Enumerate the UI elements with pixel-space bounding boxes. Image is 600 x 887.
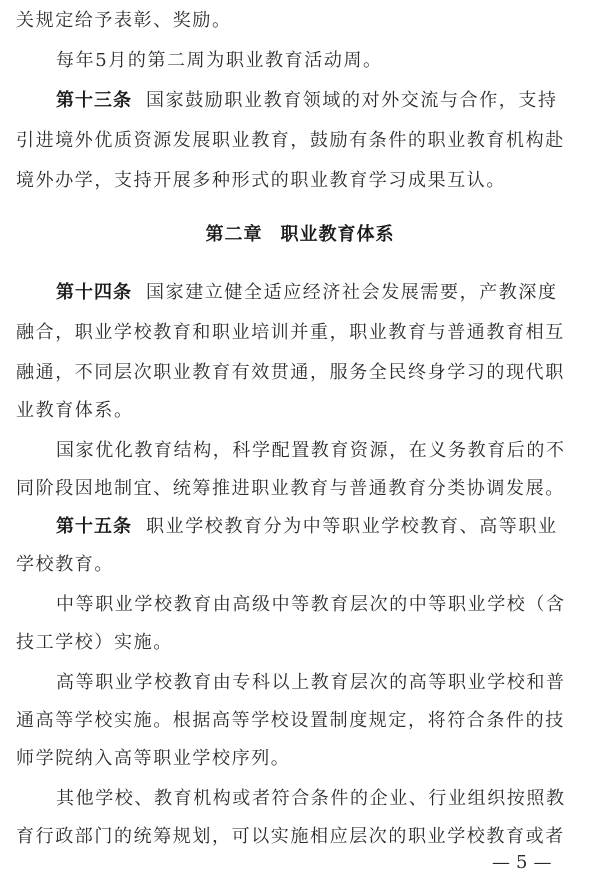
article-13-number: 第十三条: [56, 90, 132, 111]
text-line: 境外办学，支持开展多种形式的职业教育学习成果互认。: [16, 170, 506, 191]
page-number-value: 5: [516, 852, 528, 873]
chapter-number: 第二章: [205, 224, 263, 245]
text-line: 技工学校）实施。: [16, 632, 173, 653]
article-15-number: 第十五条: [56, 516, 132, 537]
text-line: 每年5月的第二周为职业教育活动周。: [56, 50, 383, 71]
page-number-dash-right: —: [533, 852, 552, 873]
text-line: 通高等学校实施。根据高等学校设置制度规定，将符合条件的技: [16, 710, 565, 731]
text-line: 高等职业学校教育由专科以上教育层次的高等职业学校和普: [56, 672, 566, 693]
text-line: 业教育体系。: [16, 400, 134, 421]
text-line: 关规定给予表彰、奖励。: [16, 10, 232, 31]
text-line: 其他学校、教育机构或者符合条件的企业、行业组织按照教: [56, 788, 566, 809]
article-13-line: 第十三条 国家鼓励职业教育领域的对外交流与合作，支持: [56, 90, 558, 111]
chapter-heading: [0, 220, 600, 250]
article-14-number: 第十四条: [56, 282, 132, 303]
text-line: 引进境外优质资源发展职业教育，鼓励有条件的职业教育机构赴: [16, 130, 565, 151]
text-line: 育行政部门的统筹规划，可以实施相应层次的职业学校教育或者: [16, 826, 565, 847]
text-line: 融通，不同层次职业教育有效贯通，服务全民终身学习的现代职: [16, 362, 565, 383]
page-number-dash-left: —: [492, 852, 510, 873]
text-line: 学校教育。: [16, 554, 114, 575]
article-15-line: 第十五条 职业学校教育分为中等职业学校教育、高等职业: [56, 516, 558, 537]
article-14-line: 第十四条 国家建立健全适应经济社会发展需要，产教深度: [56, 282, 558, 303]
text-line: 师学院纳入高等职业学校序列。: [16, 748, 291, 769]
page-number: [486, 848, 557, 878]
text-line: 同阶段因地制宜、统筹推进职业教育与普通教育分类协调发展。: [16, 478, 565, 499]
text-line: 中等职业学校教育由高级中等教育层次的中等职业学校（含: [56, 594, 566, 615]
text-line: 融合，职业学校教育和职业培训并重，职业教育与普通教育相互: [16, 322, 565, 343]
text-line: 国家优化教育结构，科学配置教育资源，在义务教育后的不: [56, 440, 566, 461]
chapter-title: 职业教育体系: [280, 224, 395, 245]
